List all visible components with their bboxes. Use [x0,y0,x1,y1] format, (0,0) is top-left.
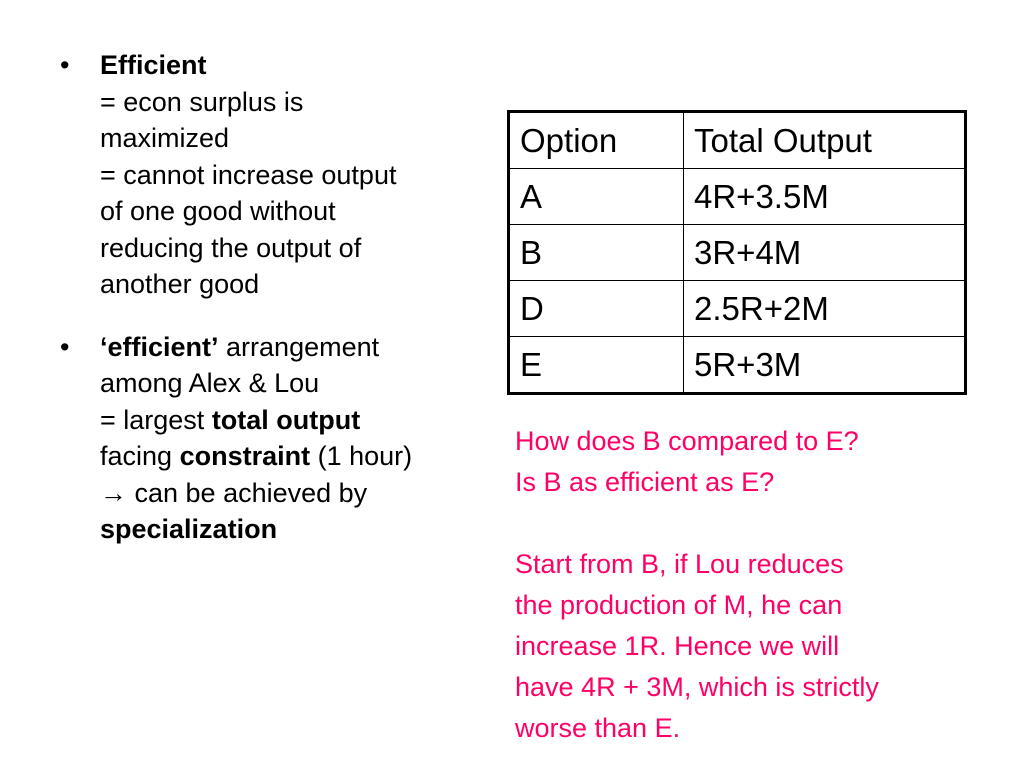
bullet-marker: • [60,50,70,80]
output-cell: 5R+3M [684,337,966,394]
arrangement-line: → can be achieved by [100,477,368,508]
definition-line: = cannot increase output [100,159,397,190]
largest-text: = largest [100,404,212,435]
specialization-term: specialization [100,514,278,544]
hour-text: (1 hour) [310,441,413,471]
bullet-list [60,47,500,548]
explanation-notes [515,421,1015,749]
definition-line: of one good without [100,196,336,226]
total-output-term: total output [211,404,361,435]
bullet-efficient [60,47,500,303]
table-header-row [509,112,966,169]
bullet-marker: • [60,331,70,362]
option-cell: A [509,169,684,225]
definition-line: reducing the output of [100,232,362,263]
table-row [509,169,966,225]
definition-line: = econ surplus is [100,86,304,117]
constraint-term: constraint [179,441,311,471]
header-option: Option [509,112,684,169]
options-table [507,110,967,395]
option-cell: E [509,337,684,394]
table-row [509,281,966,337]
bullet-title-line [100,47,500,84]
question-line: How does B compared to E? [515,426,859,456]
output-cell: 4R+3.5M [684,169,966,225]
explanation-line: worse than E. [515,713,681,743]
arrangement-line [100,438,500,475]
table-row [509,337,966,394]
explanation-line: the production of M, he can [515,590,843,620]
paragraph-gap [515,503,1015,544]
arrangement-text: arrangement [218,331,380,362]
definition-line: another good [100,269,260,299]
output-cell: 2.5R+2M [684,281,966,337]
efficient-quoted-term: ‘efficient’ [100,331,219,362]
explanation-line: Start from B, if Lou reduces [515,549,844,579]
definition-line: maximized [100,123,230,153]
explanation-line: increase 1R. Hence we will [515,631,840,661]
output-cell: 3R+4M [684,225,966,281]
header-total-output: Total Output [684,112,966,169]
arrangement-line [100,329,500,366]
explanation-line: have 4R + 3M, which is strictly [515,672,879,702]
question-line: Is B as efficient as E? [515,467,775,497]
table-row [509,225,966,281]
arrangement-line [100,511,500,548]
arrangement-line [100,402,500,439]
bullet-efficient-arrangement [60,329,500,548]
efficient-term: Efficient [100,50,207,80]
option-cell: B [509,225,684,281]
arrangement-line: among Alex & Lou [100,368,320,398]
option-cell: D [509,281,684,337]
facing-text: facing [100,441,180,471]
